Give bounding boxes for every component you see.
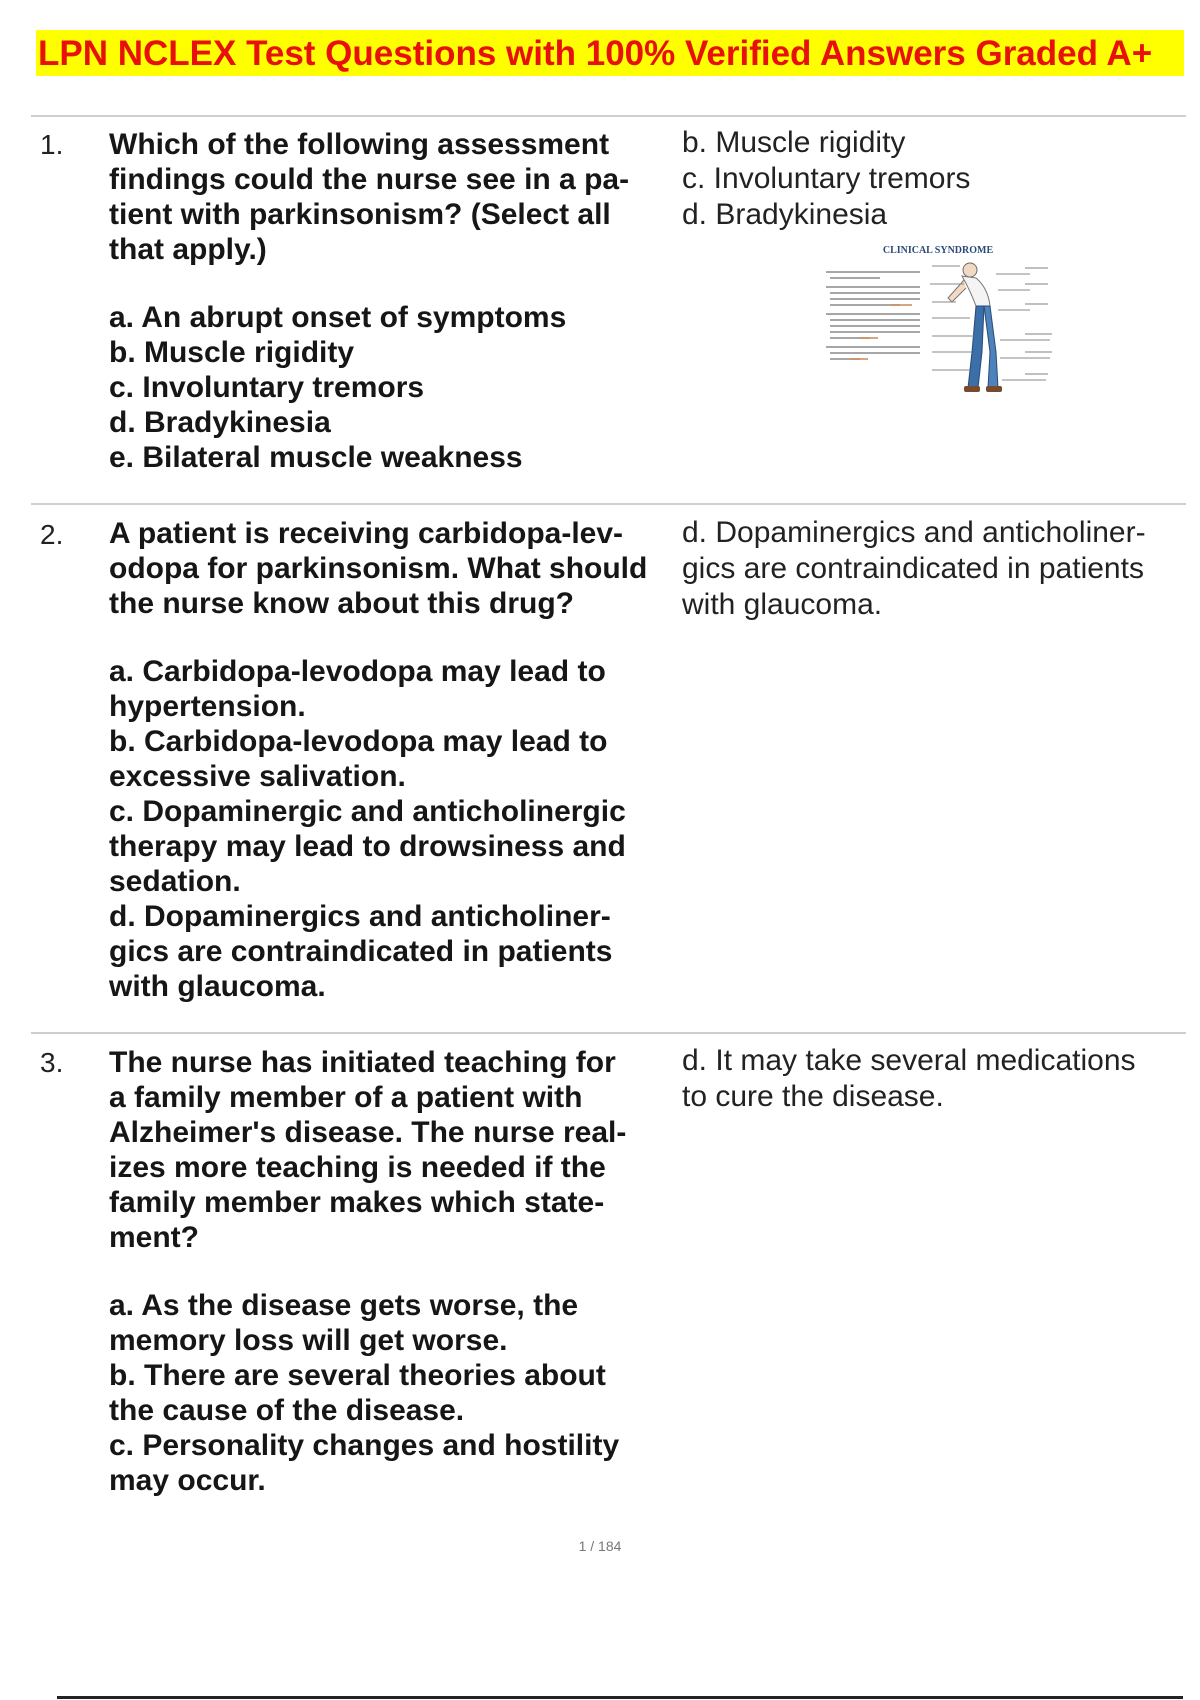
answer-line: b. Muscle rigidity — [682, 126, 906, 159]
question-line: A patient is receiving carbidopa-lev- — [109, 517, 624, 550]
option-line: d. Dopaminergics and anticholiner- — [109, 900, 611, 933]
question-number: 3. — [40, 1047, 64, 1078]
question-number: 1. — [40, 129, 64, 160]
option-line: e. Bilateral muscle weakness — [109, 441, 523, 474]
option-line: c. Dopaminergic and anticholinergic — [109, 795, 626, 828]
question-line: izes more teaching is needed if the — [109, 1151, 606, 1184]
figure-left-text — [826, 272, 920, 359]
question-line: the nurse know about this drug? — [109, 587, 574, 620]
question-number: 2. — [40, 519, 64, 550]
option-line: a. An abrupt onset of symptoms — [109, 301, 567, 334]
question-line: family member makes which state- — [109, 1186, 605, 1219]
option-line: hypertension. — [109, 690, 306, 723]
question-1 — [109, 127, 669, 475]
answer-line: d. Dopaminergics and anticholiner- — [682, 516, 1146, 549]
clinical-syndrome-figure — [820, 240, 1055, 412]
question-2 — [109, 516, 669, 1004]
figure-title: CLINICAL SYNDROME — [882, 245, 994, 256]
option-line: the cause of the disease. — [109, 1394, 465, 1427]
question-line: a family member of a patient with — [109, 1081, 583, 1114]
divider — [31, 115, 1186, 117]
question-line: findings could the nurse see in a pa- — [109, 163, 630, 196]
option-line: b. Muscle rigidity — [109, 336, 355, 369]
question-line: ment? — [109, 1221, 199, 1254]
option-line: therapy may lead to drowsiness and — [109, 830, 626, 863]
option-line: a. Carbidopa-levodopa may lead to — [109, 655, 606, 688]
option-line: a. As the disease gets worse, the — [109, 1289, 579, 1322]
divider — [31, 1032, 1186, 1034]
option-line: may occur. — [109, 1464, 266, 1497]
question-line: tient with parkinsonism? (Select all — [109, 198, 611, 231]
option-line: with glaucoma. — [109, 970, 326, 1003]
question-line: Which of the following assessment — [109, 128, 610, 161]
question-line: odopa for parkinsonism. What should — [109, 552, 648, 585]
stooped-person-icon — [948, 263, 1002, 392]
option-line: excessive salivation. — [109, 760, 406, 793]
answer-2 — [682, 515, 1182, 623]
answer-line: to cure the disease. — [682, 1080, 944, 1113]
option-line: memory loss will get worse. — [109, 1324, 508, 1357]
page-title: LPN NCLEX Test Questions with 100% Verified Answers Graded A+ — [38, 34, 1153, 73]
answer-3 — [682, 1043, 1182, 1115]
option-line: b. There are several theories about — [109, 1359, 606, 1392]
question-line: Alzheimer's disease. The nurse real- — [109, 1116, 627, 1149]
answer-line: gics are contraindicated in patients — [682, 552, 1144, 585]
question-line: that apply.) — [109, 233, 267, 266]
option-line: gics are contraindicated in patients — [109, 935, 613, 968]
option-line: b. Carbidopa-levodopa may lead to — [109, 725, 608, 758]
option-line: sedation. — [109, 865, 241, 898]
option-line: c. Involuntary tremors — [109, 371, 425, 404]
option-line: c. Personality changes and hostility — [109, 1429, 620, 1462]
bottom-divider — [57, 1696, 1183, 1699]
option-line: d. Bradykinesia — [109, 406, 331, 439]
answer-1 — [682, 125, 1182, 233]
question-line: The nurse has initiated teaching for — [109, 1046, 616, 1079]
answer-line: d. Bradykinesia — [682, 198, 888, 231]
answer-line: with glaucoma. — [682, 588, 883, 621]
answer-line: c. Involuntary tremors — [682, 162, 971, 195]
question-3 — [109, 1045, 669, 1498]
answer-line: d. It may take several medications — [682, 1044, 1136, 1077]
divider — [31, 503, 1186, 505]
page-number: 1 / 184 — [578, 1538, 622, 1554]
